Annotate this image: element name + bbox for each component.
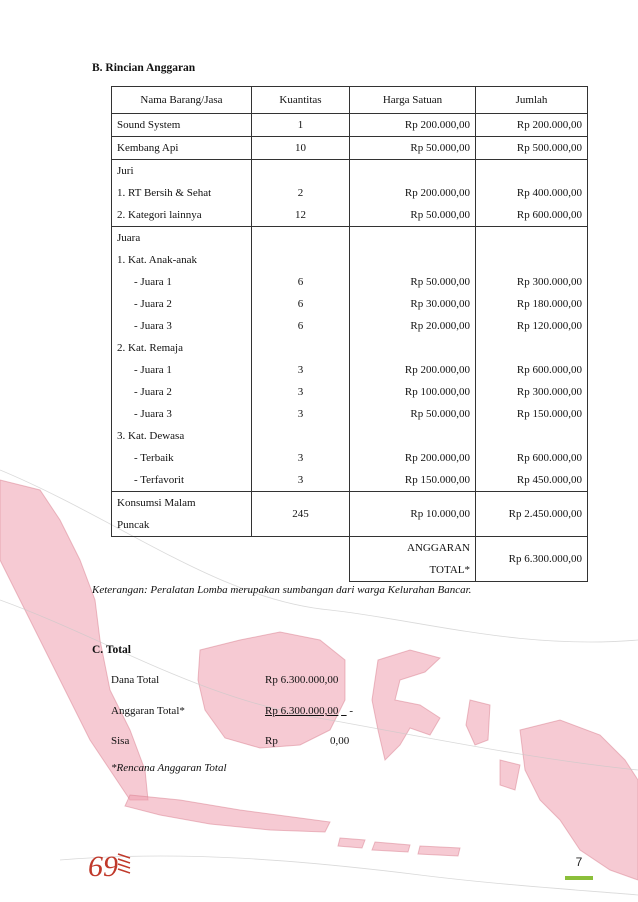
header-jumlah: Jumlah — [476, 87, 588, 114]
logo-text: 69 — [88, 850, 118, 882]
keterangan-note: Keterangan: Peralatan Lomba merupakan sumbangan dari warga Kelurahan Bancar. — [92, 584, 472, 596]
item-name: 1. RT Bersih & Sehat — [117, 187, 212, 199]
item-name: - Juara 3 — [134, 408, 172, 420]
item-total: Rp 300.000,00 — [516, 276, 582, 288]
juara-title: Juara — [117, 232, 141, 244]
table-row-juara — [112, 227, 588, 492]
item-qty: 3 — [297, 452, 304, 464]
juri-title: Juri — [117, 165, 134, 177]
anggaran-label: ANGGARAN — [407, 542, 470, 554]
item-total: Rp 120.000,00 — [516, 320, 582, 332]
item-qty: 6 — [297, 298, 304, 310]
minus-sign: - — [349, 705, 354, 717]
item-total: Rp 600.000,00 — [516, 364, 582, 376]
page-number-bar — [565, 876, 593, 880]
table-row-konsumsi — [112, 492, 588, 537]
item-qty: 3 — [297, 474, 304, 486]
sisa-label: Sisa — [111, 735, 130, 747]
item-total: Rp 150.000,00 — [516, 408, 582, 420]
item-price: Rp 20.000,00 — [410, 320, 470, 332]
item-name: - Juara 1 — [134, 276, 172, 288]
item-qty: 2 — [297, 187, 304, 199]
item-price: Rp 200.000,00 — [404, 364, 470, 376]
item-total: Rp 600.000,00 — [516, 209, 582, 221]
page-number: 7 — [575, 855, 583, 869]
item-qty: 1 — [297, 119, 304, 131]
section-b-heading: B. Rincian Anggaran — [92, 62, 196, 74]
anggaran-label: TOTAL* — [429, 564, 470, 576]
item-price: Rp 50.000,00 — [410, 408, 470, 420]
item-name: Sound System — [117, 119, 181, 131]
header-nama: Nama Barang/Jasa — [112, 87, 252, 114]
item-qty: 3 — [297, 408, 304, 420]
table-row — [112, 114, 588, 137]
item-name: 2. Kategori lainnya — [117, 209, 202, 221]
table-row — [112, 137, 588, 160]
item-qty: 6 — [297, 276, 304, 288]
item-total: Rp 500.000,00 — [516, 142, 582, 154]
category-label: 3. Kat. Dewasa — [117, 430, 185, 442]
item-qty: 6 — [297, 320, 304, 332]
header-kuantitas: Kuantitas — [252, 87, 350, 114]
item-price: Rp 10.000,00 — [350, 492, 476, 537]
item-name: - Terbaik — [134, 452, 174, 464]
footnote: *Rencana Anggaran Total — [111, 762, 227, 774]
item-price: Rp 200.000,00 — [404, 452, 470, 464]
section-c-heading: C. Total — [92, 644, 131, 656]
anggaran-total-value: Rp 6.300.000,00 — [265, 705, 339, 717]
dana-total-label: Dana Total — [111, 674, 160, 686]
item-qty: 12 — [295, 209, 306, 221]
category-label: 1. Kat. Anak-anak — [117, 254, 198, 266]
item-price: Rp 200.000,00 — [404, 187, 470, 199]
item-price: Rp 100.000,00 — [404, 386, 470, 398]
item-total: Rp 300.000,00 — [516, 386, 582, 398]
table-row-juri — [112, 160, 588, 227]
item-total: Rp 400.000,00 — [516, 187, 582, 199]
item-total: Rp 180.000,00 — [516, 298, 582, 310]
item-name: - Juara 2 — [134, 386, 172, 398]
item-name: - Juara 3 — [134, 320, 172, 332]
item-qty: 245 — [252, 492, 350, 537]
item-name: Puncak — [117, 519, 150, 531]
item-name: - Terfavorit — [134, 474, 185, 486]
item-qty: 10 — [295, 142, 306, 154]
logo-69-icon — [88, 848, 134, 882]
sisa-rp: Rp — [265, 735, 278, 747]
budget-table — [111, 86, 588, 582]
anggaran-total-label: Anggaran Total* — [111, 705, 185, 717]
item-qty: 3 — [297, 386, 304, 398]
sisa-value: 0,00 — [330, 735, 350, 747]
item-name: Kembang Api — [117, 142, 179, 154]
table-row-anggaran-total — [112, 537, 588, 582]
item-total: Rp 600.000,00 — [516, 452, 582, 464]
dana-total-value: Rp 6.300.000,00 — [265, 674, 339, 686]
item-name: - Juara 1 — [134, 364, 172, 376]
item-price: Rp 30.000,00 — [410, 298, 470, 310]
item-name: - Juara 2 — [134, 298, 172, 310]
table-header-row — [112, 87, 588, 114]
header-harga: Harga Satuan — [350, 87, 476, 114]
item-price: Rp 50.000,00 — [410, 209, 470, 221]
item-price: Rp 50.000,00 — [410, 276, 470, 288]
item-price: Rp 50.000,00 — [410, 142, 470, 154]
anggaran-total-line — [265, 705, 353, 717]
item-total: Rp 2.450.000,00 — [476, 492, 588, 537]
item-total: Rp 450.000,00 — [516, 474, 582, 486]
category-label: 2. Kat. Remaja — [117, 342, 183, 354]
item-total: Rp 200.000,00 — [516, 119, 582, 131]
anggaran-total-value: Rp 6.300.000,00 — [476, 537, 588, 582]
item-price: Rp 200.000,00 — [404, 119, 470, 131]
item-qty: 3 — [297, 364, 304, 376]
item-name: Konsumsi Malam — [117, 497, 196, 509]
item-price: Rp 150.000,00 — [404, 474, 470, 486]
